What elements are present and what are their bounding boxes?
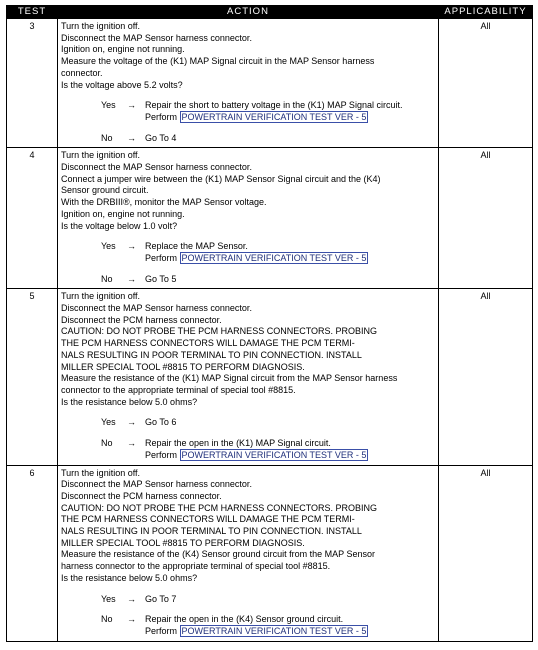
no-label: No bbox=[101, 273, 113, 284]
table-row bbox=[7, 19, 533, 148]
arrow-icon: → bbox=[127, 417, 136, 428]
action-line: NALS RESULTING IN POOR TERMINAL TO PIN CONNECTION. INSTALL bbox=[61, 526, 362, 537]
action-cell bbox=[58, 19, 439, 148]
action-cell bbox=[58, 465, 439, 641]
applicability-cell: All bbox=[439, 289, 533, 465]
arrow-icon: → bbox=[127, 593, 136, 604]
table-header-row bbox=[7, 6, 533, 19]
perform-line bbox=[145, 450, 435, 462]
verification-test-link[interactable]: POWERTRAIN VERIFICATION TEST VER - 5 bbox=[181, 625, 367, 636]
action-line: Disconnect the MAP Sensor harness connector. bbox=[61, 303, 252, 314]
yes-response bbox=[101, 594, 435, 606]
perform-label: Perform bbox=[145, 449, 178, 460]
action-line: Disconnect the MAP Sensor harness connector. bbox=[61, 32, 252, 43]
action-line: Measure the voltage of the (K1) MAP Signal circuit in the MAP Sensor harness bbox=[61, 56, 375, 67]
action-line: Is the voltage below 1.0 volt? bbox=[61, 220, 178, 231]
action-line: Is the voltage above 5.2 volts? bbox=[61, 79, 183, 90]
action-line: MILLER SPECIAL TOOL #8815 TO PERFORM DIAGNOSIS. bbox=[61, 361, 305, 372]
perform-label: Perform bbox=[145, 111, 178, 122]
no-text: Repair the open in the (K1) MAP Signal circuit. bbox=[145, 438, 331, 449]
action-line: Disconnect the PCM harness connector. bbox=[61, 314, 222, 325]
applicability-cell: All bbox=[439, 19, 533, 148]
no-label: No bbox=[101, 614, 113, 625]
action-line: Disconnect the MAP Sensor harness connector. bbox=[61, 479, 252, 490]
action-line: connector to the appropriate terminal of special tool #8815. bbox=[61, 384, 296, 395]
test-number: 5 bbox=[7, 289, 58, 465]
action-line: Disconnect the PCM harness connector. bbox=[61, 490, 222, 501]
perform-line bbox=[145, 112, 435, 124]
action-line: THE PCM HARNESS CONNECTORS WILL DAMAGE THE PCM TERMI- bbox=[61, 514, 355, 525]
no-label: No bbox=[101, 438, 113, 449]
perform-label: Perform bbox=[145, 252, 178, 263]
action-line: Is the resistance below 5.0 ohms? bbox=[61, 572, 198, 583]
action-line: Turn the ignition off. bbox=[61, 150, 141, 161]
arrow-icon: → bbox=[127, 614, 136, 625]
no-response bbox=[101, 133, 435, 145]
applicability-cell: All bbox=[439, 148, 533, 289]
yes-label: Yes bbox=[101, 241, 116, 252]
action-cell bbox=[58, 289, 439, 465]
action-line: Turn the ignition off. bbox=[61, 467, 141, 478]
action-line: Disconnect the MAP Sensor harness connector. bbox=[61, 162, 252, 173]
diagnostic-table bbox=[6, 5, 533, 642]
table-row bbox=[7, 465, 533, 641]
action-line: Turn the ignition off. bbox=[61, 21, 141, 31]
arrow-icon: → bbox=[127, 100, 136, 111]
action-line: Connect a jumper wire between the (K1) MAP Sensor Signal circuit and the (K4) bbox=[61, 173, 381, 184]
action-line: CAUTION: DO NOT PROBE THE PCM HARNESS CONNECTORS. PROBING bbox=[61, 326, 378, 337]
yes-label: Yes bbox=[101, 417, 116, 428]
action-line: harness connector to the appropriate terminal of special tool #8815. bbox=[61, 561, 331, 572]
yes-label: Yes bbox=[101, 100, 116, 111]
arrow-icon: → bbox=[127, 273, 136, 284]
arrow-icon: → bbox=[127, 438, 136, 449]
applicability-cell: All bbox=[439, 465, 533, 641]
action-line: Measure the resistance of the (K4) Sensor ground circuit from the MAP Sensor bbox=[61, 549, 375, 560]
yes-response bbox=[101, 417, 435, 429]
action-line: CAUTION: DO NOT PROBE THE PCM HARNESS CONNECTORS. PROBING bbox=[61, 502, 378, 513]
action-line: With the DRBIII®, monitor the MAP Sensor voltage. bbox=[61, 197, 267, 208]
action-line: Is the resistance below 5.0 ohms? bbox=[61, 396, 198, 407]
verification-test-link[interactable]: POWERTRAIN VERIFICATION TEST VER - 5 bbox=[181, 449, 367, 460]
yes-text: Go To 6 bbox=[145, 417, 177, 428]
no-response bbox=[101, 274, 435, 286]
yes-text: Repair the short to battery voltage in the (K1) MAP Signal circuit. bbox=[145, 100, 403, 111]
action-line: MILLER SPECIAL TOOL #8815 TO PERFORM DIAGNOSIS. bbox=[61, 537, 305, 548]
action-cell bbox=[58, 148, 439, 289]
perform-line bbox=[145, 253, 435, 265]
diagnostic-table-page bbox=[6, 5, 532, 642]
test-number: 4 bbox=[7, 148, 58, 289]
action-line: THE PCM HARNESS CONNECTORS WILL DAMAGE THE PCM TERMI- bbox=[61, 338, 355, 349]
table-row bbox=[7, 148, 533, 289]
test-number: 6 bbox=[7, 465, 58, 641]
yes-text: Go To 7 bbox=[145, 593, 177, 604]
column-header-test: TEST bbox=[7, 6, 58, 19]
perform-label: Perform bbox=[145, 625, 178, 636]
no-text: Go To 4 bbox=[145, 132, 177, 143]
no-label: No bbox=[101, 132, 113, 143]
table-body bbox=[7, 19, 533, 642]
action-line: Sensor ground circuit. bbox=[61, 185, 149, 196]
action-line: Ignition on, engine not running. bbox=[61, 44, 185, 55]
no-text: Repair the open in the (K4) Sensor ground circuit. bbox=[145, 614, 344, 625]
arrow-icon: → bbox=[127, 241, 136, 252]
no-text: Go To 5 bbox=[145, 273, 177, 284]
column-header-applicability: APPLICABILITY bbox=[439, 6, 533, 19]
verification-test-link[interactable]: POWERTRAIN VERIFICATION TEST VER - 5 bbox=[181, 111, 367, 122]
table-row bbox=[7, 289, 533, 465]
column-header-action: ACTION bbox=[58, 6, 439, 19]
verification-test-link[interactable]: POWERTRAIN VERIFICATION TEST VER - 5 bbox=[181, 252, 367, 263]
test-number: 3 bbox=[7, 19, 58, 148]
action-line: connector. bbox=[61, 67, 103, 78]
action-line: NALS RESULTING IN POOR TERMINAL TO PIN CONNECTION. INSTALL bbox=[61, 349, 362, 360]
action-line: Ignition on, engine not running. bbox=[61, 208, 185, 219]
perform-line bbox=[145, 626, 435, 638]
action-line: Turn the ignition off. bbox=[61, 291, 141, 302]
arrow-icon: → bbox=[127, 132, 136, 143]
yes-label: Yes bbox=[101, 593, 116, 604]
yes-text: Replace the MAP Sensor. bbox=[145, 241, 248, 252]
action-line: Measure the resistance of the (K1) MAP Signal circuit from the MAP Sensor harness bbox=[61, 373, 398, 384]
